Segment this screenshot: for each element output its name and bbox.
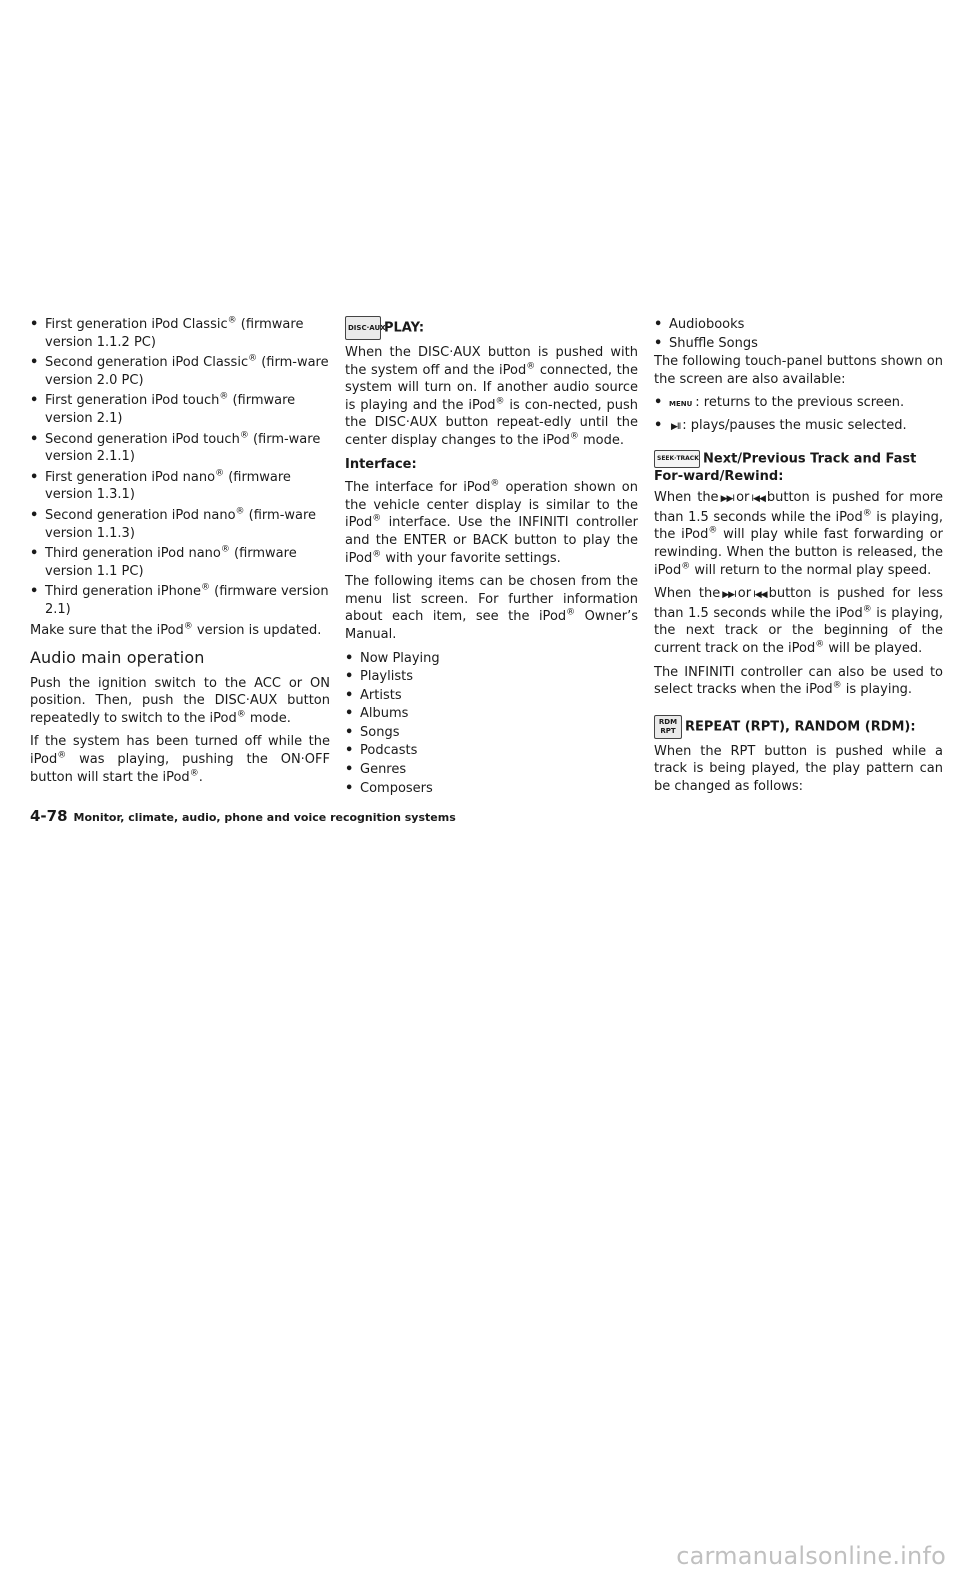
paragraph: When the ▶▶I or I◀◀ button is pushed for less than 1.5 seconds while the iPod® is playing, the next track or the beginning of the current track on the iPod® will be played. xyxy=(654,586,943,656)
list-item: • Second generation iPod touch® (firm-ware version 2.1.1) xyxy=(30,431,330,466)
paragraph: If the system has been turned off while the iPod® was playing, pushing the ON·OFF button will start the iPod®. xyxy=(30,734,330,785)
menu-items-list-continued xyxy=(654,316,943,352)
list-item: • Second generation iPod Classic® (firm-ware version 2.0 PC) xyxy=(30,354,330,389)
version-note: Make sure that the iPod® version is updated. xyxy=(30,621,322,638)
list-item: • Third generation iPhone® (firmware version 2.1) xyxy=(30,583,330,618)
column-1 xyxy=(30,316,330,792)
paragraph: When the DISC·AUX button is pushed with the system off and the iPod® connected, the system will turn on. If another audio source is playing and the iPod® is con-nected, push the DISC·AUX button repeat-edly until the center display changes to the iPod® mode. xyxy=(345,345,638,448)
list-item: • Playlists xyxy=(345,668,638,686)
rewind-icon: I◀◀ xyxy=(751,494,765,505)
rewind-icon: I◀◀ xyxy=(753,590,767,601)
fast-forward-icon: ▶▶I xyxy=(722,590,736,601)
list-item: • Genres xyxy=(345,761,638,779)
paragraph: When the ▶▶I or I◀◀ button is pushed for more than 1.5 seconds while the iPod® is playing, the iPod® will play while fast forwarding or rewinding. When the button is released, the iPod® will return to the normal play speed. xyxy=(654,490,943,578)
menu-items-list xyxy=(345,650,638,798)
list-item: • Second generation iPod nano® (firm-ware version 1.1.3) xyxy=(30,507,330,542)
list-item: • Now Playing xyxy=(345,650,638,668)
footer-section-title: Monitor, climate, audio, phone and voice recognition systems xyxy=(73,811,456,824)
list-item: • First generation iPod Classic® (firmware version 1.1.2 PC) xyxy=(30,316,330,351)
play-heading: DISC·AUXPLAY: xyxy=(345,316,638,340)
interface-heading: Interface: xyxy=(345,456,417,472)
seek-track-button-icon: SEEK·TRACK xyxy=(654,450,700,468)
paragraph: The following touch-panel buttons shown on the screen are also available: xyxy=(654,354,943,387)
rdm-rpt-button-icon: RDM RPT xyxy=(654,715,682,739)
watermark: carmanualsonline.info xyxy=(676,1542,946,1570)
list-item: • Songs xyxy=(345,724,638,742)
list-item: • Albums xyxy=(345,705,638,723)
list-item: • ▶II : plays/pauses the music selected. xyxy=(654,417,943,437)
fast-forward-icon: ▶▶I xyxy=(720,494,735,505)
compatible-models-list xyxy=(30,316,330,619)
list-item: • MENU : returns to the previous screen. xyxy=(654,394,943,414)
paragraph: The interface for iPod® operation shown on the vehicle center display is similar to the iPod® interface. Use the INFINITI controller and the ENTER or BACK button to play the iPod® with your favorite settings. xyxy=(345,478,638,566)
page-number: 4-78 xyxy=(30,807,68,825)
list-item: • First generation iPod touch® (firmware version 2.1) xyxy=(30,392,330,427)
list-item: • Podcasts xyxy=(345,742,638,760)
list-item: • Third generation iPod nano® (firmware version 1.1 PC) xyxy=(30,545,330,580)
column-2 xyxy=(345,316,638,798)
next-previous-heading: SEEK·TRACK Next/Previous Track and Fast For-ward/Rewind: xyxy=(654,451,917,484)
menu-icon: MENU xyxy=(669,400,693,409)
list-item: • Shuffle Songs xyxy=(654,335,943,353)
paragraph: The INFINITI controller can also be used to select tracks when the iPod® is playing. xyxy=(654,664,943,698)
play-pause-icon: ▶II xyxy=(671,421,681,432)
list-item: • First generation iPod nano® (firmware version 1.3.1) xyxy=(30,469,330,504)
list-item: • Composers xyxy=(345,780,638,798)
repeat-random-heading: RDM RPT REPEAT (RPT), RANDOM (RDM): xyxy=(654,715,943,739)
page-footer xyxy=(30,806,456,825)
disc-aux-button-icon: DISC·AUX xyxy=(345,316,381,340)
paragraph: Push the ignition switch to the ACC or ON position. Then, push the DISC·AUX button repeatedly to switch to the iPod® mode. xyxy=(30,675,330,726)
column-3 xyxy=(654,316,943,802)
list-item: • Artists xyxy=(345,687,638,705)
paragraph: When the RPT button is pushed while a track is being played, the play pattern can be changed as follows: xyxy=(654,743,943,794)
paragraph: The following items can be chosen from the menu list screen. For further information about each item, see the iPod® Owner’s Manual. xyxy=(345,574,639,642)
section-heading: Audio main operation xyxy=(30,648,205,668)
list-item: • Audiobooks xyxy=(654,316,943,334)
